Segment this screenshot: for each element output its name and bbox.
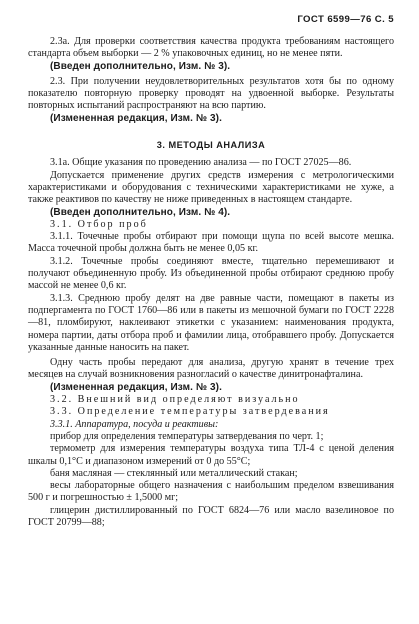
subsection-title-sampling	[28, 219, 394, 231]
paragraph-3-1-1: 3.1.1. Точечные пробы отбирают при помощи щупа по всей высоте мешка. Масса точечной пробы должна быть не менее 0,05 кг.	[28, 231, 394, 255]
paragraph-3-3-1	[28, 419, 394, 431]
equipment-item: весы лабораторные общего назначения с наибольшим пределом взвешивания 500 г и погрешностью ± 1,5000 мг;	[28, 480, 394, 504]
section-title: 3. МЕТОДЫ АНАЛИЗА	[156, 140, 266, 151]
amendment-note: (Измененная редакция, Изм. № 3).	[50, 381, 222, 393]
subsection-title-freezing	[28, 406, 394, 418]
paragraph-2-3a: 2.3а. Для проверки соответствия качества продукта требованиям настоящего стандарта объем выборки — 2 % упаковочных единиц, но не менее пяти.	[28, 36, 394, 60]
equipment-item: баня масляная — стеклянный или металлический стакан;	[50, 467, 298, 479]
paragraph-2-3: 2.3. При получении неудовлетворительных результатов хотя бы по одному показателю повторную проверку проводят на удвоенной выборке. Результаты повторных испытаний распространяют на всю партию.	[28, 75, 394, 112]
page-header: ГОСТ 6599—76 С. 5	[297, 14, 394, 25]
subsection-title-text: 3.2. Внешний вид определяют визуально	[50, 394, 300, 406]
paragraph-3-1-2: 3.1.2. Точечные пробы соединяют вместе, тщательно перемешивают и получают объединенную пробу. Из объединенной пробы отбирают среднюю пробу массой не менее 0,6 кг.	[28, 255, 394, 292]
paragraph-storage: Одну часть пробы передают для анализа, другую хранят в течение трех месяцев на случай возникновения разногласий о качестве динитронафталина.	[28, 357, 394, 381]
paragraph-3-1-3: 3.1.3. Среднюю пробу делят на две равные части, помещают в пакеты из подпергамента по ГОСТ 1760—86 или в пакеты из мешочной бумаги по ГОСТ 2228—81, пломбируют, наклеивают этикетки с указанием: наименования продукта, номера партии, даты отбора проб и фамилии лица, отобравшего пробу. Допускается указанные данные наносить на пакет.	[28, 292, 394, 353]
subsection-title-text: 3.3. Определение температуры затвердевания	[50, 406, 330, 418]
subsection-title-appearance	[28, 394, 394, 406]
paragraph-permission: Допускается применение других средств измерения с метрологическими характеристиками и оборудования с техническими характеристиками не хуже, а также реактивов по качеству не ниже приведенных в настоящем стандарте.	[28, 169, 394, 206]
amendment-note: (Введен дополнительно, Изм. № 3).	[50, 60, 231, 72]
equipment-item: глицерин дистиллированный по ГОСТ 6824—76 или масло вазелиновое по ГОСТ 20799—88;	[28, 504, 394, 528]
subsection-title-text: 3.1. Отбор проб	[50, 218, 148, 230]
amendment-note: (Измененная редакция, Изм. № 3).	[50, 112, 222, 124]
equipment-item: термометр для измерения температуры воздуха типа ТЛ-4 с ценой деления шкалы 0,1°С и диапазоном измерений от 0 до 55°С;	[28, 443, 394, 467]
amendment-note: (Введен дополнительно, Изм. № 4).	[50, 206, 231, 218]
equipment-item: прибор для определения температуры затвердевания по черт. 1;	[50, 430, 324, 442]
equipment-heading: 3.3.1. Аппаратура, посуда и реактивы:	[50, 418, 219, 430]
paragraph-3-1a: 3.1а. Общие указания по проведению анализа — по ГОСТ 27025—86.	[50, 157, 352, 169]
